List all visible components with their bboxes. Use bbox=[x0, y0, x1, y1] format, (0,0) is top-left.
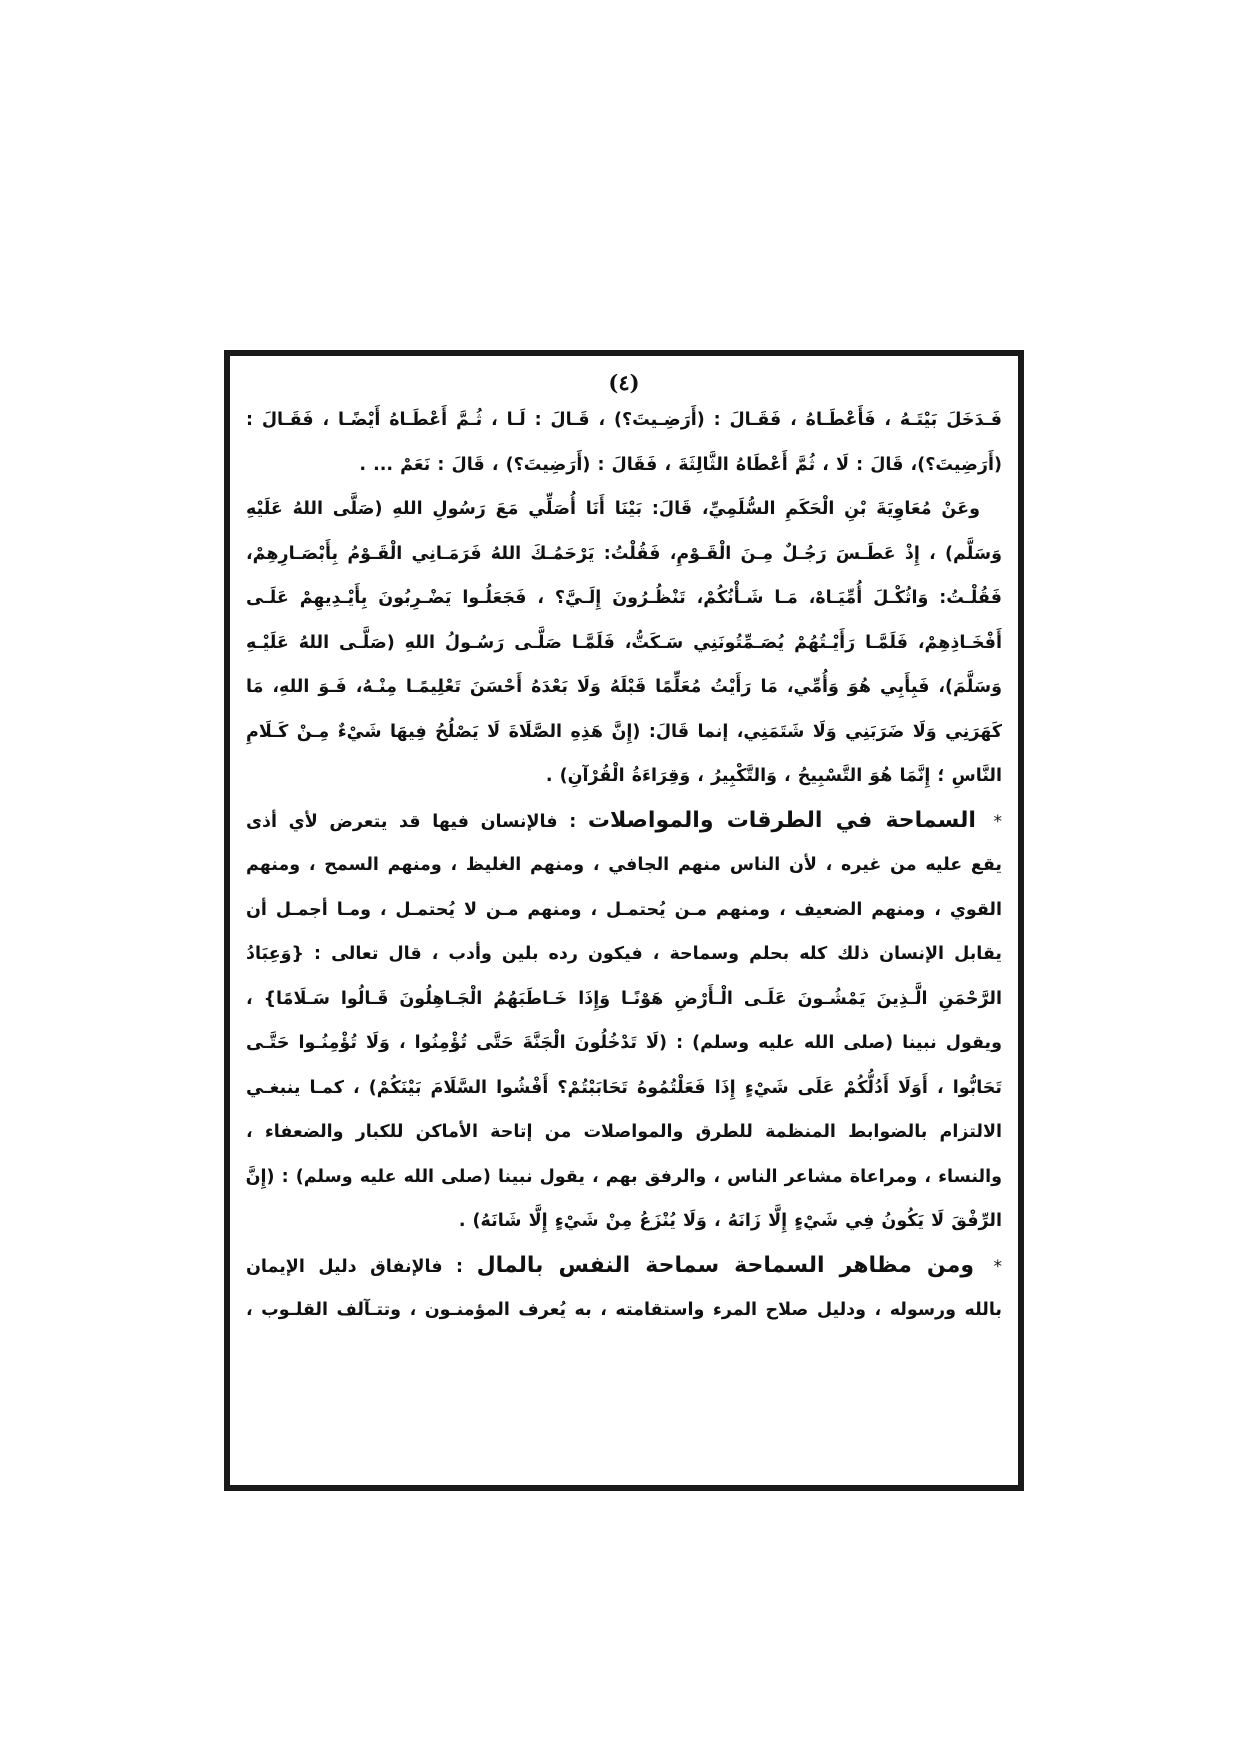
text-line: الرَّحْمَنِ الَّـذِينَ يَمْشُـونَ عَلَـى الْـأَرْضِ هَوْنًـا وَإِذَا خَـاطَبَهُمُ الْجَـاهِلُونَ قَـالُوا سَـلَامًا} ، bbox=[246, 988, 1002, 1009]
text-line: يقع عليه من غيره ، لأن الناس منهم الجافي ، ومنهم الغليظ ، ومنهم السمح ، ومنهم bbox=[246, 855, 1002, 875]
text-line: والنساء ، ومراعاة مشاعر الناس ، والرفق بهم ، يقول نبينا (صلى الله عليه وسلم) : (إِنَّ bbox=[246, 1166, 1002, 1187]
text-line: وَسَلَّم) ، إِذْ عَطَـسَ رَجُـلٌ مِـنَ الْقَـوْمِ، فَقُلْتُ: يَرْحَمُـكَ اللهُ فَرَمَـانِي الْقَـوْمُ بِأَبْصَـارِهِمْ، bbox=[246, 543, 1002, 564]
text-line: فَـدَخَلَ بَيْتَـهُ ، فَأَعْطَـاهُ ، فَقَـالَ : (أَرَضِـيتَ؟) ، قَـالَ : لَـا ، ثُـمَّ أَعْطَـاهُ أَيْضًـا ، فَقَـالَ : bbox=[246, 410, 1002, 430]
text-line: كَهَرَنِي وَلَا ضَرَبَنِي وَلَا شَتَمَنِي، إنما قَالَ: (إِنَّ هَذِهِ الصَّلَاةَ لَا يَصْلُحُ فِيهَا شَيْءٌ مِـنْ كَـلَامِ bbox=[246, 721, 1002, 742]
body-text bbox=[246, 398, 1002, 1333]
page-number: (٤) bbox=[608, 370, 640, 395]
heading-continuation: : فالإنفاق دليل الإيمان bbox=[246, 1256, 464, 1277]
bullet-star-icon: * bbox=[993, 1256, 1002, 1277]
section-heading-line bbox=[246, 799, 1002, 844]
section-heading-line bbox=[246, 1244, 1002, 1289]
text-line: وَسَلَّمَ)، فَبِأَبِي هُوَ وَأُمِّي، مَا رَأَيْتُ مُعَلِّمًا قَبْلَهُ وَلَا بَعْدَهُ أَحْسَنَ تَعْلِيمًـا مِنْـهُ، فَـوَ اللهِ، مَا bbox=[246, 677, 1002, 697]
text-line: الرِّفْقَ لَا يَكُونُ فِي شَيْءٍ إِلَّا زَانَهُ ، وَلَا يُنْزَعُ مِنْ شَيْءٍ إِلَّا شَانَهُ) . bbox=[458, 1211, 1002, 1231]
heading-continuation: : فالإنسان فيها قد يتعرض لأي أذى bbox=[246, 811, 577, 832]
text-line: فَقُلْـتُ: وَاثُكْـلَ أُمِّيَـاهْ، مَـا شَـأْنُكُمْ، تَنْظُـرُونَ إِلَـيَّ؟ ، فَجَعَلُـوا يَضْـرِبُونَ بِأَيْـدِيهِمْ عَلَـى bbox=[246, 588, 1002, 608]
text-line: وعَنْ مُعَاوِيَةَ بْنِ الْحَكَمِ السُّلَمِيِّ، قَالَ: بَيْنَا أَنَا أُصَلِّي مَعَ رَسُولِ اللهِ (صَلَّى اللهُ عَلَيْهِ bbox=[246, 499, 980, 519]
text-line: ويقول نبينا (صلى الله عليه وسلم) : (لَا تَدْخُلُونَ الْجَنَّةَ حَتَّى تُؤْمِنُوا ، وَلَا تُؤْمِنُـوا حَتَّـى bbox=[246, 1033, 1002, 1053]
text-line: الالتزام بالضوابط المنظمة للطرق والمواصلات من إتاحة الأماكن للكبار والضعفاء ، bbox=[246, 1122, 1002, 1142]
text-line: بالله ورسوله ، ودليل صلاح المرء واستقامته ، به يُعرف المؤمنـون ، وتتـآلف القلـوب ، bbox=[246, 1300, 1002, 1320]
text-line: يقابل الإنسان ذلك كله بحلم وسماحة ، فيكون رده بلين وأدب ، قال تعالى : {وَعِبَادُ bbox=[246, 944, 1002, 964]
section-heading: ومن مظاهر السماحة سماحة النفس بالمال bbox=[476, 1252, 975, 1278]
text-line: (أَرَضِيتَ؟)، قَالَ : لَا ، ثُمَّ أَعْطَاهُ الثَّالِثَةَ ، فَقَالَ : (أَرَضِيتَ؟) ، قَالَ : نَعَمْ ... . bbox=[359, 454, 1002, 475]
text-line: تَحَابُّوا ، أَوَلَا أَدُلُّكُمْ عَلَى شَيْءٍ إِذَا فَعَلْتُمُوهُ تَحَابَبْتُمْ؟ أَفْشُوا السَّلَامَ بَيْنَكُمْ) ، كمـا ينبغـي bbox=[246, 1077, 1002, 1098]
page-frame bbox=[224, 350, 1024, 1491]
section-heading: السماحة في الطرقات والمواصلات bbox=[587, 807, 976, 833]
text-line: النَّاسِ ؛ إِنَّمَا هُوَ التَّسْبِيحُ ، وَالتَّكْبِيرُ ، وَقِرَاءَةُ الْقُرْآنِ) . bbox=[545, 766, 1002, 786]
text-line: أَفْخَـاذِهِمْ، فَلَمَّـا رَأَيْـتُهُمْ يُصَـمِّتُونَنِي سَـكَتُّ، فَلَمَّـا صَلَّـى رَسُـولُ اللهِ (صَلَّـى اللهُ عَلَيْـهِ bbox=[246, 632, 1002, 653]
bullet-star-icon: * bbox=[993, 811, 1002, 832]
text-line: القوي ، ومنهم الضعيف ، ومنهم مـن يُحتمـل ، ومنهم مـن لا يُحتمـل ، ومـا أجمـل أن bbox=[246, 899, 1002, 920]
